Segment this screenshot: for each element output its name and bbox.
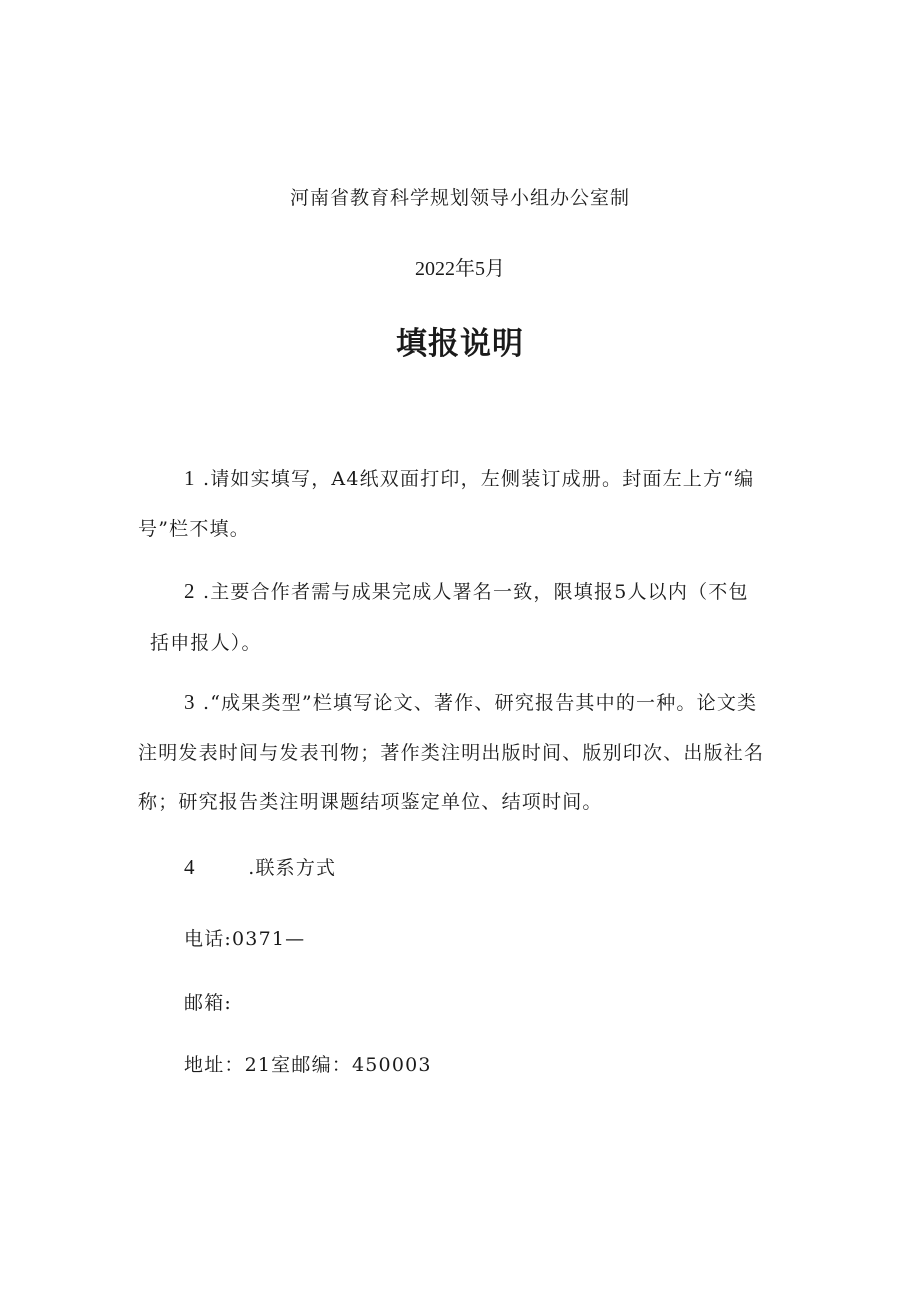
instruction-item-2-continued: 括申报人）。 — [150, 632, 262, 654]
instruction-item-4 — [184, 853, 336, 880]
instruction-item-3-continued-2: 称；研究报告类注明课题结项鉴定单位、结项时间。 — [138, 791, 603, 813]
item-text: .主要合作者需与成果完成人署名一致，限填报5人以内（不包 — [202, 581, 749, 603]
issue-date: 2022年5月 — [415, 258, 505, 280]
item-text: .请如实填写，A4纸双面打印，左侧装订成册。封面左上方“编 — [202, 468, 755, 490]
item-text: .联系方式 — [248, 857, 337, 879]
instruction-item-1 — [184, 464, 754, 491]
item-number: 3 — [184, 690, 196, 714]
item-number: 2 — [184, 579, 196, 603]
contact-address: 地址：21室邮编：450003 — [184, 1054, 432, 1076]
page-title: 填报说明 — [396, 326, 524, 362]
instruction-item-2 — [184, 577, 749, 604]
instruction-item-3-continued: 注明发表时间与发表刊物；著作类注明出版时间、版别印次、出版社名 — [138, 742, 765, 764]
issuing-office: 河南省教育科学规划领导小组办公室制 — [289, 187, 630, 209]
item-text: .“成果类型”栏填写论文、著作、研究报告其中的一种。论文类 — [202, 692, 758, 714]
contact-email: 邮箱: — [184, 992, 233, 1014]
item-number: 4 — [184, 855, 196, 879]
instruction-item-3 — [184, 688, 757, 715]
instruction-item-1-continued: 号”栏不填。 — [138, 518, 250, 540]
contact-phone: 电话:0371— — [184, 928, 306, 950]
item-number: 1 — [184, 466, 196, 490]
